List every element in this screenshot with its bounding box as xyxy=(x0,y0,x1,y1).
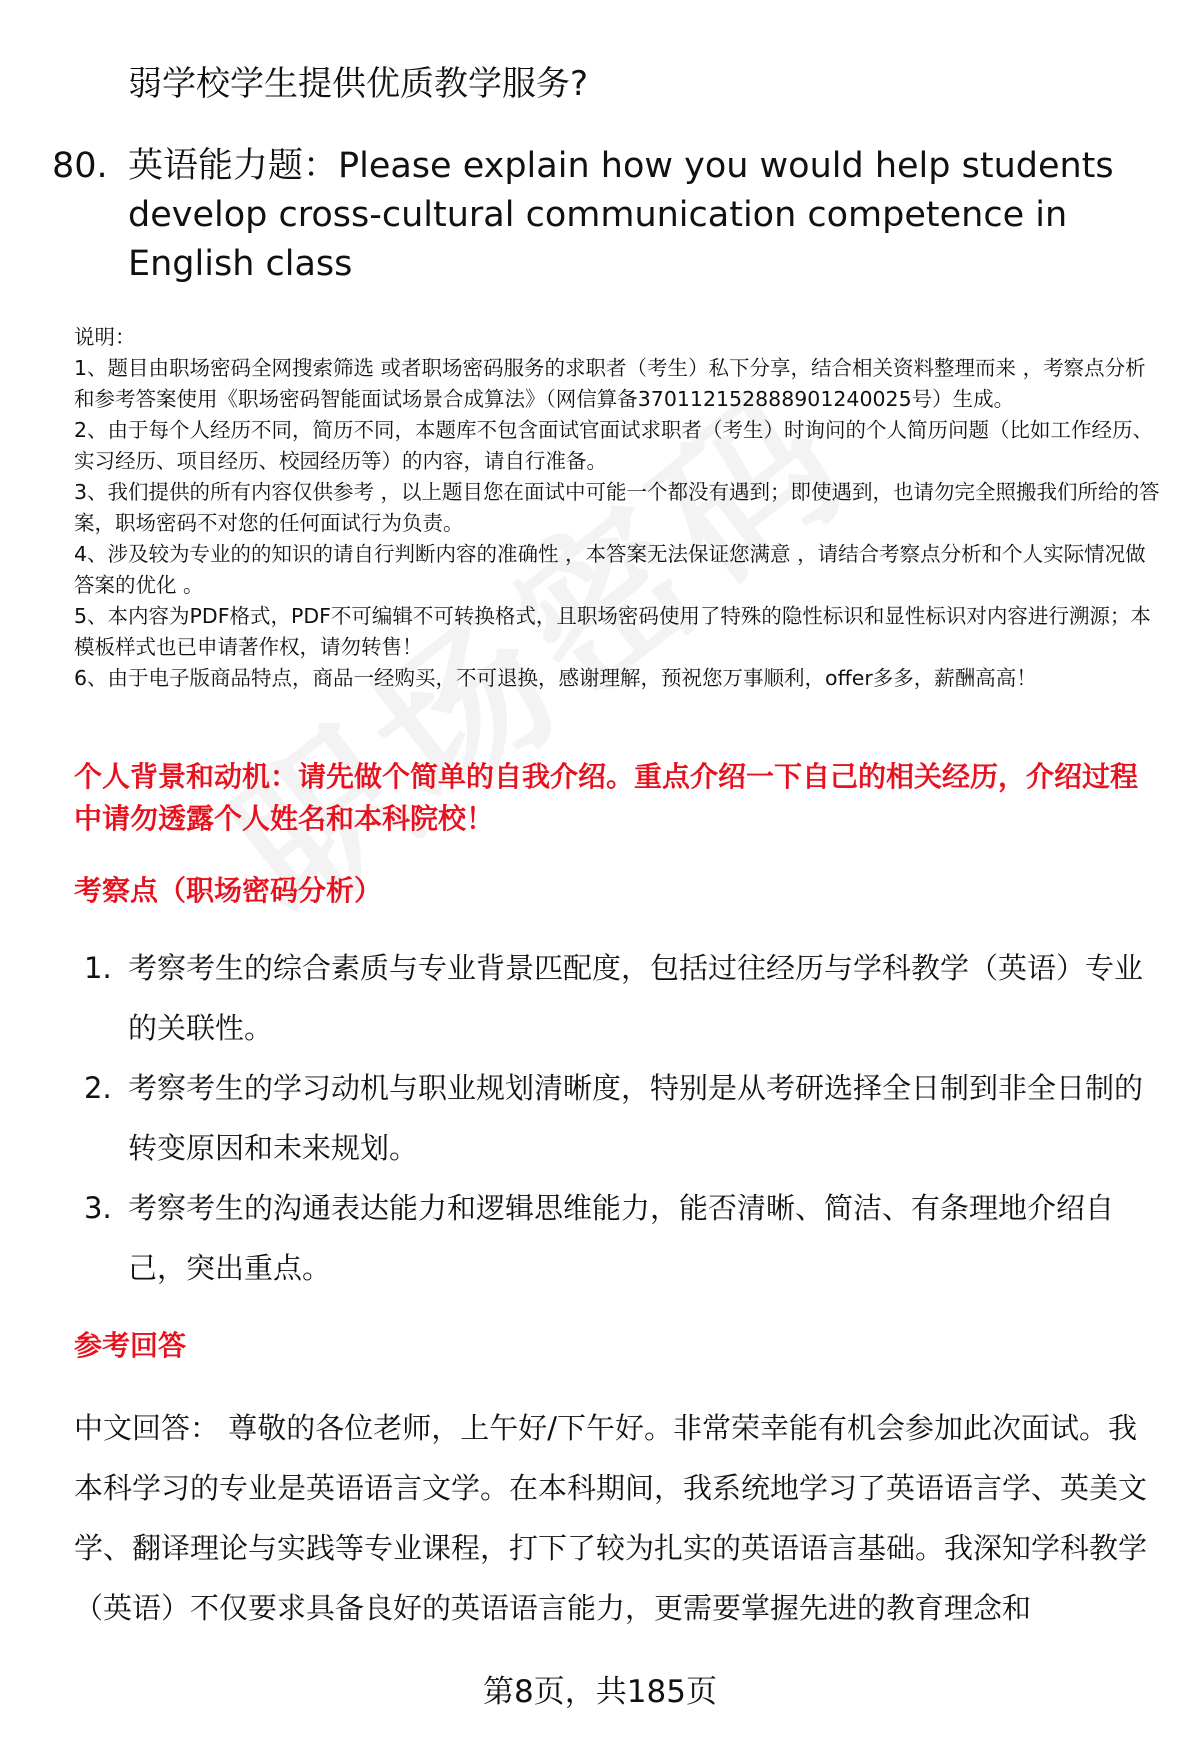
list-item xyxy=(84,1058,1164,1178)
notes-block xyxy=(74,322,1160,694)
question-80 xyxy=(52,142,1162,289)
page-number: 第8页，共185页 xyxy=(483,1674,717,1710)
interview-question: 个人背景和动机：请先做个简单的自我介绍。重点介绍一下自己的相关经历，介绍过程中请勿透露个人姓名和本科院校！ xyxy=(74,760,1139,835)
list-item-number: 3. xyxy=(84,1191,112,1225)
note-item: 4、涉及较为专业的的知识的请自行判断内容的准确性 ，本答案无法保证您满意 ，请结合考察点分析和个人实际情况做答案的优化 。 xyxy=(74,542,1146,597)
reference-answer: 中文回答： 尊敬的各位老师，上午好/下午好。非常荣幸能有机会参加此次面试。我本科学习的专业是英语语言文学。在本科期间，我系统地学习了英语语言学、英美文学、翻译理论与实践等专业课程，打下了较为扎实的英语语言基础。我深知学科教学（英语）不仅要求具备良好的英语语言能力，更需要掌握先进的教育理念和 xyxy=(74,1411,1148,1625)
list-item-number: 2. xyxy=(84,1071,112,1105)
section-heading-answer: 参考回答 xyxy=(74,1329,187,1362)
question-text: 英语能力题：Please explain how you would help students develop cross-cultural communication competence in English class xyxy=(128,146,1114,284)
list-item xyxy=(84,938,1164,1058)
note-item: 6、由于电子版商品特点，商品一经购买，不可退换，感谢理解，预祝您万事顺利，offer多多，薪酬高高！ xyxy=(74,666,1037,690)
list-item xyxy=(84,1178,1164,1298)
note-item: 2、由于每个人经历不同，简历不同，本题库不包含面试官面试求职者（考生）时询问的个人简历问题（比如工作经历、实习经历、项目经历、校园经历等）的内容，请自行准备。 xyxy=(74,418,1154,473)
notes-title: 说明： xyxy=(74,325,136,349)
note-item: 3、我们提供的所有内容仅供参考 ，以上题目您在面试中可能一个都没有遇到；即使遇到，也请勿完全照搬我们所给的答案，职场密码不对您的任何面试行为负责。 xyxy=(74,480,1160,535)
list-item-number: 1. xyxy=(84,951,112,985)
section-heading-points: 考察点（职场密码分析） xyxy=(74,874,383,907)
previous-question-continuation: 弱学校学生提供优质教学服务? xyxy=(128,64,589,104)
list-item-text: 考察考生的学习动机与职业规划清晰度，特别是从考研选择全日制到非全日制的转变原因和未来规划。 xyxy=(128,1071,1144,1165)
list-item-text: 考察考生的沟通表达能力和逻辑思维能力，能否清晰、简洁、有条理地介绍自己，突出重点。 xyxy=(128,1191,1115,1285)
list-item-text: 考察考生的综合素质与专业背景匹配度，包括过往经历与学科教学（英语）专业的关联性。 xyxy=(128,951,1144,1045)
question-number: 80. xyxy=(52,146,108,186)
assessment-points-list xyxy=(84,938,1164,1298)
note-item: 1、题目由职场密码全网搜索筛选 或者职场密码服务的求职者（考生）私下分享，结合相关资料整理而来 ，考察点分析和参考答案使用《职场密码智能面试场景合成算法》（网信算备370112152888901240025号）生成。 xyxy=(74,356,1146,411)
note-item: 5、本内容为PDF格式，PDF不可编辑不可转换格式，且职场密码使用了特殊的隐性标识和显性标识对内容进行溯源；本模板样式也已申请著作权，请勿转售！ xyxy=(74,604,1151,659)
